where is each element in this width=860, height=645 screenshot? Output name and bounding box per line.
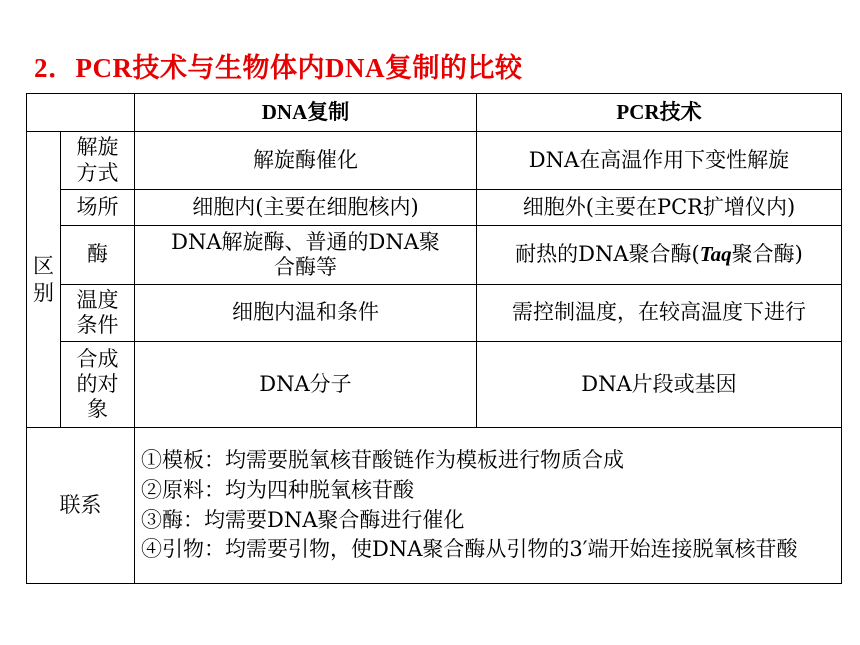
- cell-pcr-product: DNA片段或基因: [477, 342, 842, 428]
- row-label-unwinding: 解旋方式: [61, 132, 135, 190]
- group-label-difference: 区别: [27, 132, 61, 428]
- link-item-template: ①模板：均需要脱氧核苷酸链作为模板进行物质合成: [141, 447, 624, 472]
- cell-pcr-temperature: 需控制温度，在较高温度下进行: [477, 285, 842, 342]
- row-label-location: 场所: [61, 190, 135, 226]
- header-row: [27, 94, 842, 132]
- link-item-enzyme: ③酶：均需要DNA聚合酶进行催化: [141, 507, 465, 532]
- table-row: [27, 285, 842, 342]
- pcr-enzyme-text-b: 聚合酶): [731, 242, 803, 267]
- cell-pcr-location: 细胞外(主要在PCR扩增仪内): [477, 190, 842, 226]
- cell-dna-unwinding: 解旋酶催化: [135, 132, 477, 190]
- link-item-material: ②原料：均为四种脱氧核苷酸: [141, 477, 414, 502]
- pcr-enzyme-text-a: 耐热的DNA聚合酶(: [515, 242, 700, 267]
- cell-pcr-unwinding: DNA在高温作用下变性解旋: [477, 132, 842, 190]
- header-dna-replication: DNA复制: [135, 94, 477, 132]
- link-row: [27, 428, 842, 584]
- cell-dna-enzyme-text: DNA解旋酶、普通的DNA聚合酶等: [171, 229, 440, 279]
- header-empty-cell: [27, 94, 135, 132]
- cell-dna-product: DNA分子: [135, 342, 477, 428]
- table-row: [27, 190, 842, 226]
- cell-dna-enzyme: [135, 226, 477, 285]
- row-label-enzyme: 酶: [61, 226, 135, 285]
- link-item-primer: ④引物：均需要引物，使DNA聚合酶从引物的3′端开始连接脱氧核苷酸: [141, 537, 798, 562]
- row-label-product: 合成的对象: [61, 342, 135, 428]
- table-row: [27, 226, 842, 285]
- cell-pcr-enzyme: [477, 226, 842, 285]
- comparison-table: [26, 93, 842, 584]
- row-label-temperature: 温度条件: [61, 285, 135, 342]
- header-pcr: PCR技术: [477, 94, 842, 132]
- pcr-enzyme-text-taq: Taq: [699, 242, 732, 267]
- table-row: [27, 132, 842, 190]
- cell-dna-temperature: 细胞内温和条件: [135, 285, 477, 342]
- cell-link-content: [135, 428, 842, 584]
- table-row: [27, 342, 842, 428]
- row-label-link: 联系: [27, 428, 135, 584]
- page-title: 2．PCR技术与生物体内DNA复制的比较: [34, 53, 523, 83]
- cell-dna-location: 细胞内(主要在细胞核内): [135, 190, 477, 226]
